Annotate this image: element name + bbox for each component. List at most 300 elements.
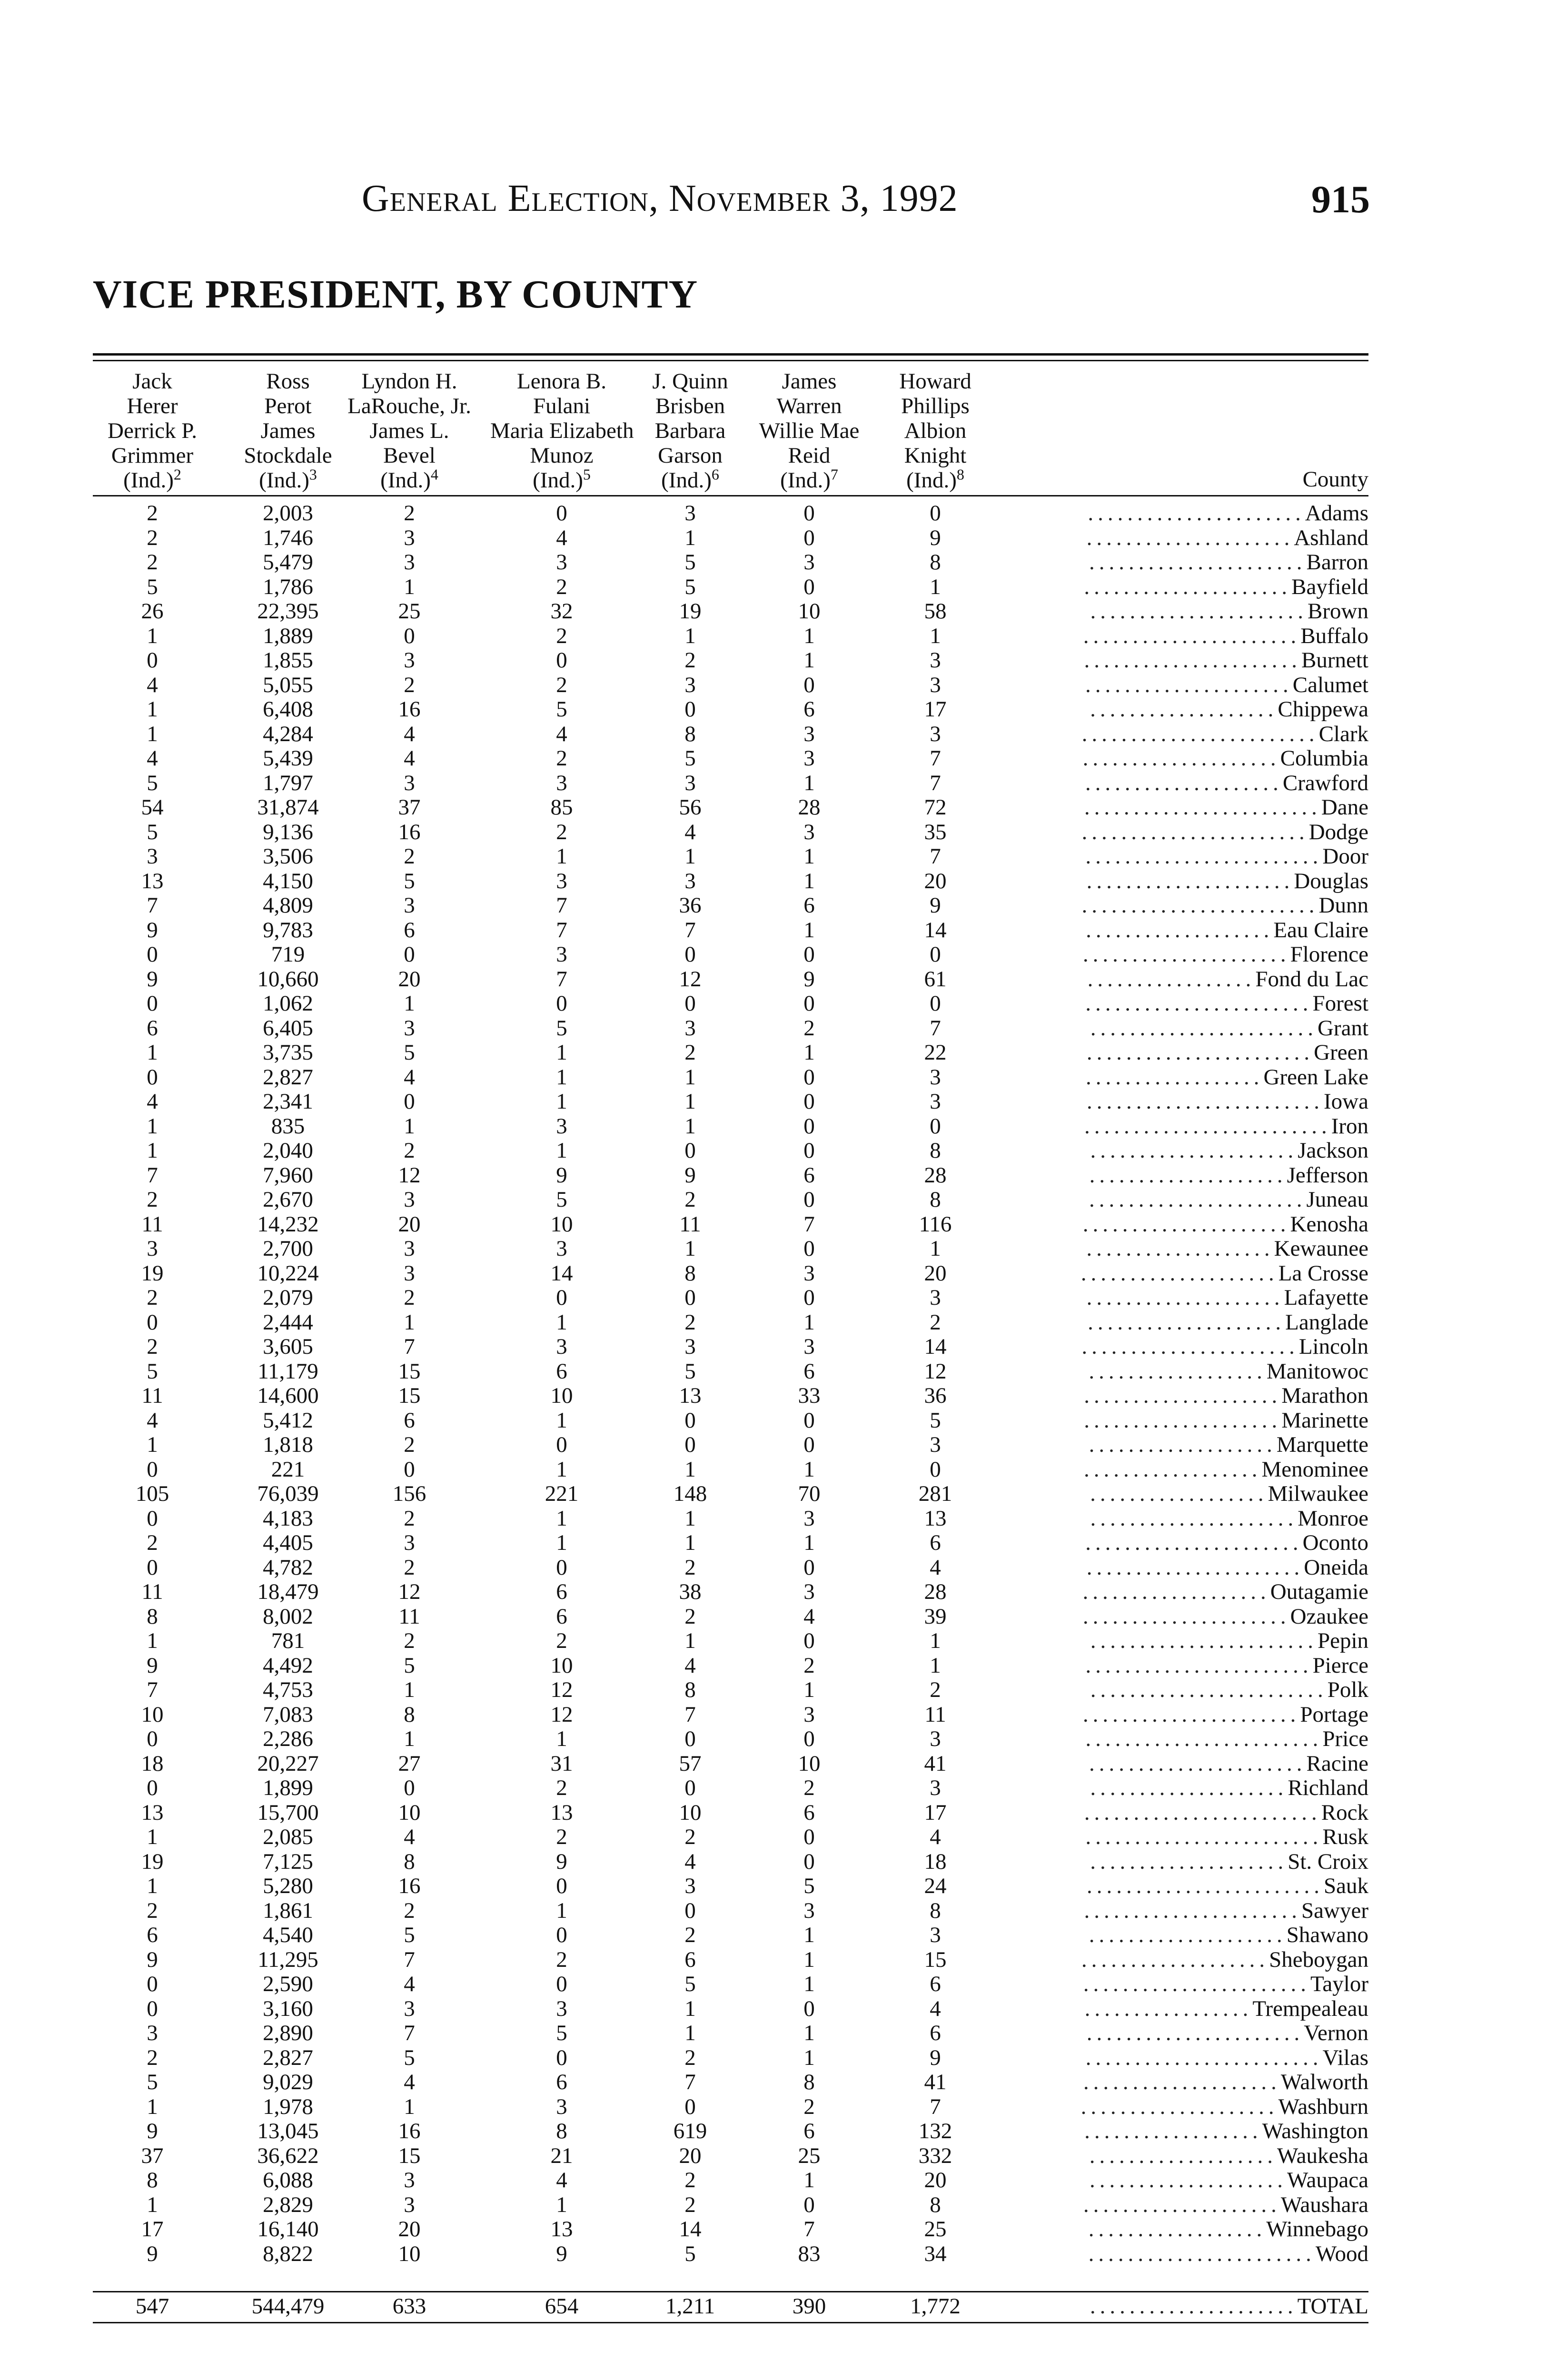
vote-count: 9 — [147, 2119, 158, 2143]
vote-count: 5 — [404, 1653, 415, 1678]
vote-count: 5 — [684, 1359, 696, 1384]
vote-count: 2,700 — [263, 1236, 313, 1261]
county-cell — [1078, 1654, 1368, 1678]
vote-count: 1,861 — [263, 1898, 313, 1923]
vote-count: 1 — [930, 1653, 941, 1678]
dot-leader: ...................... — [1082, 1702, 1300, 1727]
county-name: Langlade — [1285, 1310, 1368, 1335]
column-header-party — [490, 468, 633, 493]
vote-count: 6 — [556, 1604, 567, 1629]
county-cell — [1078, 1899, 1368, 1924]
vote-count: 4 — [556, 721, 567, 746]
table-row — [93, 1458, 1368, 1482]
vote-count: 5 — [147, 819, 158, 844]
dot-leader: ................... — [1090, 697, 1278, 722]
dot-leader: ....................... — [1088, 2241, 1316, 2266]
county-cell — [1078, 1359, 1368, 1384]
county-column-header: County — [1302, 467, 1368, 492]
dot-leader: ..................... — [1082, 1604, 1290, 1629]
county-cell — [1078, 1531, 1368, 1556]
vote-count: 2 — [404, 1506, 415, 1531]
vote-count: 3 — [803, 746, 815, 771]
county-name: Vernon — [1304, 2021, 1368, 2045]
vote-count: 36,622 — [257, 2143, 319, 2168]
vote-count: 1 — [803, 1677, 815, 1702]
county-cell — [1078, 2021, 1368, 2046]
column-header-line: James — [782, 369, 837, 394]
vote-count: 3 — [556, 2094, 567, 2119]
dot-leader: ...................... — [1089, 1751, 1307, 1776]
vote-count: 12 — [398, 1162, 421, 1188]
vote-count: 5 — [404, 1923, 415, 1947]
column-header-line: Lyndon H. — [361, 369, 457, 394]
vote-count: 2 — [556, 1947, 567, 1972]
vote-count: 3 — [556, 1113, 567, 1139]
county-cell — [1078, 2193, 1368, 2218]
county-cell — [1078, 918, 1368, 943]
vote-count: 3 — [556, 770, 567, 795]
vote-count: 6,405 — [263, 1015, 313, 1041]
vote-count: 28 — [798, 795, 821, 820]
vote-count: 3,605 — [263, 1334, 313, 1359]
dot-leader: ................... — [1086, 1237, 1274, 1261]
vote-count: 3 — [684, 770, 696, 795]
vote-count: 2 — [556, 1775, 567, 1800]
county-cell — [1078, 1972, 1368, 1997]
table-row — [93, 1384, 1368, 1408]
county-name: Rock — [1321, 1800, 1368, 1825]
vote-count: 3 — [556, 942, 567, 967]
county-cell — [1078, 1090, 1368, 1114]
vote-count: 17 — [924, 1800, 947, 1825]
vote-count: 1 — [404, 1726, 415, 1751]
vote-count: 1 — [147, 721, 158, 746]
vote-count: 10 — [398, 2241, 421, 2266]
dot-leader: ....................... — [1090, 1016, 1318, 1041]
vote-count: 4 — [147, 1089, 158, 1114]
vote-count: 5 — [684, 2241, 696, 2266]
dot-leader: ...................... — [1085, 1531, 1303, 1555]
table-row — [93, 1359, 1368, 1384]
vote-count: 14 — [924, 917, 947, 942]
vote-count: 6 — [930, 1530, 941, 1555]
county-cell — [1078, 1801, 1368, 1825]
county-name: Menominee — [1261, 1457, 1368, 1482]
vote-count: 7 — [147, 1162, 158, 1188]
vote-count: 1 — [404, 1309, 415, 1335]
county-name: Rusk — [1322, 1825, 1368, 1849]
vote-count: 7 — [147, 893, 158, 918]
vote-count: 17 — [924, 697, 947, 722]
vote-count: 0 — [684, 942, 696, 967]
vote-count: 0 — [803, 1236, 815, 1261]
vote-count: 8 — [556, 2119, 567, 2143]
table-row — [93, 1850, 1368, 1874]
vote-count: 4 — [404, 721, 415, 746]
vote-count: 10 — [550, 1653, 573, 1678]
vote-count: 3 — [684, 501, 696, 526]
dot-leader: .................... — [1082, 746, 1280, 771]
county-name: Trempealeau — [1252, 1996, 1368, 2021]
county-name: Shawano — [1286, 1923, 1368, 1947]
vote-count: 0 — [684, 1726, 696, 1751]
vote-count: 2,444 — [263, 1309, 313, 1335]
vote-count: 2 — [147, 1334, 158, 1359]
dot-leader: .................... — [1088, 1310, 1286, 1335]
vote-count: 25 — [924, 2217, 947, 2241]
county-name: Clark — [1318, 722, 1368, 746]
county-name: Washington — [1262, 2119, 1368, 2143]
county-cell — [1078, 526, 1368, 551]
table-row — [93, 1163, 1368, 1188]
vote-count: 9 — [147, 1653, 158, 1678]
vote-count: 3 — [930, 1285, 941, 1310]
vote-count: 2 — [556, 623, 567, 648]
dot-leader: .................. — [1088, 2217, 1267, 2241]
column-header-line: Garson — [658, 443, 723, 468]
vote-count: 5,439 — [263, 746, 313, 771]
vote-count: 0 — [684, 1408, 696, 1433]
vote-count: 12 — [550, 1702, 573, 1727]
vote-count: 22,395 — [257, 599, 319, 624]
vote-count: 20 — [398, 966, 421, 992]
vote-count: 3 — [404, 1236, 415, 1261]
footnote-marker: 2 — [173, 466, 181, 483]
vote-count: 0 — [803, 1628, 815, 1653]
column-header-5 — [616, 369, 764, 493]
vote-count: 0 — [684, 2094, 696, 2119]
county-cell — [1078, 1605, 1368, 1629]
table-row — [93, 1678, 1368, 1703]
county-name: Juneau — [1306, 1188, 1368, 1212]
table-row — [93, 2217, 1368, 2242]
vote-count: 1 — [684, 1064, 696, 1090]
vote-count: 36 — [924, 1383, 947, 1408]
vote-count: 7 — [803, 2217, 815, 2241]
vote-count: 2 — [684, 1825, 696, 1849]
dot-leader: .................... — [1083, 2070, 1281, 2094]
table-row — [93, 2095, 1368, 2120]
county-cell — [1078, 1139, 1368, 1163]
vote-count: 156 — [392, 1481, 426, 1506]
table-row — [93, 673, 1368, 698]
vote-count: 1 — [930, 574, 941, 599]
vote-count: 1 — [684, 1996, 696, 2021]
party-label: (Ind.) — [780, 468, 831, 493]
county-cell — [1078, 1016, 1368, 1041]
vote-count: 1 — [803, 1040, 815, 1065]
vote-count: 3 — [404, 550, 415, 575]
county-cell — [1078, 550, 1368, 575]
vote-count: 8 — [147, 2168, 158, 2192]
vote-count: 4,150 — [263, 868, 313, 893]
table-row — [93, 771, 1368, 796]
footnote-marker: 4 — [430, 466, 438, 483]
dot-leader: .................. — [1090, 1482, 1268, 1506]
county-table-body — [93, 501, 1368, 2266]
vote-count: 2,827 — [263, 2045, 313, 2070]
vote-count: 7 — [930, 1015, 941, 1041]
county-cell — [1078, 2070, 1368, 2095]
vote-count: 1 — [684, 844, 696, 869]
vote-count: 3 — [404, 1260, 415, 1286]
vote-count: 2 — [556, 672, 567, 697]
vote-count: 4 — [930, 1996, 941, 2021]
table-row — [93, 1556, 1368, 1580]
vote-count: 132 — [918, 2119, 952, 2143]
vote-count: 7 — [803, 1211, 815, 1237]
county-cell — [1078, 722, 1368, 747]
vote-count: 0 — [803, 991, 815, 1016]
vote-count: 11 — [141, 1211, 163, 1237]
county-name: Kenosha — [1290, 1212, 1368, 1237]
county-name: Brown — [1308, 599, 1368, 624]
table-row — [93, 992, 1368, 1016]
dot-leader: ........................ — [1087, 1090, 1324, 1114]
county-name: La Crosse — [1278, 1261, 1368, 1286]
vote-count: 6 — [404, 1408, 415, 1433]
county-name: Dodge — [1308, 820, 1368, 844]
vote-count: 6 — [684, 1947, 696, 1972]
vote-count: 2 — [147, 550, 158, 575]
county-cell — [1078, 1237, 1368, 1261]
vote-count: 2 — [404, 1432, 415, 1457]
column-header-7 — [864, 369, 1007, 493]
vote-count: 3 — [803, 721, 815, 746]
vote-count: 1 — [147, 1138, 158, 1163]
vote-count: 5 — [930, 1408, 941, 1433]
vote-count: 4,782 — [263, 1555, 313, 1580]
vote-count: 0 — [803, 525, 815, 550]
vote-count: 2 — [556, 574, 567, 599]
county-cell — [1078, 1458, 1368, 1482]
county-name: Sauk — [1324, 1874, 1368, 1898]
county-name: Vilas — [1322, 2045, 1368, 2070]
vote-count: 1 — [147, 1040, 158, 1065]
county-cell — [1078, 967, 1368, 992]
vote-count: 8 — [404, 1849, 415, 1874]
table-row — [93, 2021, 1368, 2046]
vote-count: 3 — [404, 1996, 415, 2021]
vote-count: 2,890 — [263, 2021, 313, 2045]
column-header-4 — [490, 369, 633, 493]
vote-count: 6 — [556, 1579, 567, 1604]
vote-count: 1 — [684, 623, 696, 648]
vote-count: 9,136 — [263, 819, 313, 844]
vote-count: 5 — [803, 1874, 815, 1898]
vote-count: 7 — [684, 1702, 696, 1727]
vote-count: 0 — [803, 1849, 815, 1874]
county-name: Eau Claire — [1273, 918, 1368, 942]
vote-count: 0 — [556, 2045, 567, 2070]
county-name: Iowa — [1324, 1090, 1368, 1114]
vote-count: 3 — [556, 1996, 567, 2021]
dot-leader: ................... — [1086, 918, 1274, 942]
vote-count: 3 — [930, 672, 941, 697]
vote-count: 0 — [404, 623, 415, 648]
vote-count: 4 — [147, 672, 158, 697]
running-head: General Election, November 3, 1992 — [362, 178, 958, 219]
vote-count: 0 — [930, 942, 941, 967]
county-name: Crawford — [1282, 771, 1368, 795]
vote-count: 24 — [924, 1874, 947, 1898]
county-cell — [1078, 501, 1368, 526]
vote-count: 13 — [141, 1800, 164, 1825]
table-row — [93, 2168, 1368, 2193]
footnote-marker: 7 — [830, 466, 838, 483]
vote-count: 3 — [404, 1530, 415, 1555]
vote-count: 3 — [684, 672, 696, 697]
vote-count: 1,855 — [263, 648, 313, 673]
vote-count: 1,786 — [263, 574, 313, 599]
table-row — [93, 1997, 1368, 2022]
county-cell — [1078, 1580, 1368, 1605]
vote-count: 2 — [684, 2045, 696, 2070]
vote-count: 3 — [803, 1334, 815, 1359]
county-cell — [1078, 942, 1368, 967]
column-header-line: Stockdale — [244, 443, 332, 468]
vote-count: 3 — [556, 868, 567, 893]
dot-leader: .................... — [1089, 1163, 1287, 1188]
vote-count: 19 — [141, 1849, 164, 1874]
county-name: Pierce — [1312, 1653, 1368, 1678]
dot-leader: ....................... — [1090, 1629, 1318, 1653]
vote-count: 0 — [556, 1285, 567, 1310]
vote-count: 0 — [803, 574, 815, 599]
county-name: Ashland — [1294, 526, 1368, 550]
vote-count: 2,670 — [263, 1187, 313, 1212]
vote-count: 3 — [930, 1089, 941, 1114]
vote-count: 41 — [924, 2070, 947, 2094]
column-header-1 — [83, 369, 221, 493]
vote-count: 1 — [147, 2192, 158, 2217]
vote-count: 8,002 — [263, 1604, 313, 1629]
county-name: Jefferson — [1287, 1163, 1368, 1188]
vote-count: 3,735 — [263, 1040, 313, 1065]
vote-count: 3 — [404, 525, 415, 550]
vote-count: 8 — [684, 1677, 696, 1702]
vote-count: 6 — [930, 1972, 941, 1996]
county-name: TOTAL — [1297, 2294, 1368, 2319]
dot-leader: ........................ — [1085, 1727, 1323, 1751]
table-row — [93, 1212, 1368, 1237]
vote-count: 0 — [556, 1874, 567, 1898]
vote-count: 22 — [924, 1040, 947, 1065]
county-name: Dane — [1321, 795, 1368, 820]
county-cell — [1078, 1286, 1368, 1310]
column-header-6 — [745, 369, 873, 493]
vote-count: 6 — [556, 2070, 567, 2094]
vote-count: 4,492 — [263, 1653, 313, 1678]
vote-count: 4 — [404, 2070, 415, 2094]
vote-count: 3 — [803, 1506, 815, 1531]
vote-count: 0 — [147, 942, 158, 967]
county-name: Dunn — [1318, 893, 1368, 918]
county-cell — [1078, 1041, 1368, 1065]
table-row — [93, 1654, 1368, 1678]
table-row — [93, 501, 1368, 526]
party-label: (Ind.) — [906, 468, 957, 493]
column-header-line: Munoz — [530, 443, 594, 468]
county-name: Jackson — [1298, 1139, 1368, 1163]
vote-count: 3 — [803, 1260, 815, 1286]
vote-count: 1 — [556, 1457, 567, 1482]
vote-count: 3 — [803, 1702, 815, 1727]
county-cell — [1078, 1629, 1368, 1654]
vote-count: 3 — [556, 1334, 567, 1359]
vote-count: 1 — [684, 1089, 696, 1114]
table-row — [93, 1899, 1368, 1924]
vote-count: 544,479 — [251, 2294, 325, 2319]
column-header-line: Maria Elizabeth — [490, 418, 634, 443]
vote-count: 1 — [556, 1898, 567, 1923]
dot-leader: .................... — [1080, 2094, 1278, 2119]
vote-count: 3 — [803, 1898, 815, 1923]
county-name: Washburn — [1278, 2094, 1368, 2119]
county-cell — [1078, 575, 1368, 600]
vote-count: 0 — [684, 697, 696, 722]
vote-count: 4 — [147, 746, 158, 771]
table-row — [93, 1605, 1368, 1629]
vote-count: 35 — [924, 819, 947, 844]
dot-leader: ................. — [1084, 1996, 1253, 2021]
dot-leader: ........................ — [1084, 1800, 1321, 1825]
vote-count: 2 — [147, 1530, 158, 1555]
county-name: Sheboygan — [1269, 1947, 1368, 1972]
vote-count: 1,062 — [263, 991, 313, 1016]
dot-leader: ................... — [1089, 2143, 1278, 2168]
vote-count: 4 — [930, 1825, 941, 1849]
county-cell — [1078, 2095, 1368, 2120]
vote-count: 1,211 — [665, 2294, 715, 2319]
vote-count: 20 — [924, 2168, 947, 2192]
county-cell — [1078, 1188, 1368, 1212]
vote-count: 12 — [924, 1359, 947, 1384]
table-row — [93, 1531, 1368, 1556]
county-name: Waupaca — [1287, 2168, 1368, 2192]
vote-count: 0 — [803, 1408, 815, 1433]
vote-count: 4,183 — [263, 1506, 313, 1531]
vote-count: 1 — [803, 2168, 815, 2192]
vote-count: 13 — [550, 1800, 573, 1825]
vote-count: 19 — [141, 1260, 164, 1286]
vote-count: 2 — [404, 1285, 415, 1310]
vote-count: 105 — [135, 1481, 169, 1506]
vote-count: 2 — [684, 1187, 696, 1212]
county-name: Columbia — [1280, 746, 1368, 771]
dot-leader: .................. — [1084, 2119, 1262, 2143]
vote-count: 10 — [398, 1800, 421, 1825]
vote-count: 18 — [141, 1751, 164, 1776]
vote-count: 547 — [135, 2294, 169, 2319]
table-row — [93, 844, 1368, 869]
vote-count: 1 — [147, 1628, 158, 1653]
county-name: Polk — [1327, 1678, 1368, 1702]
county-cell — [1078, 1703, 1368, 1727]
vote-count: 3,506 — [263, 844, 313, 869]
vote-count: 20 — [924, 1260, 947, 1286]
county-name: Waukesha — [1277, 2143, 1368, 2168]
county-name: Wood — [1315, 2241, 1368, 2266]
dot-leader: .................... — [1084, 1408, 1282, 1433]
column-header-line: LaRouche, Jr. — [347, 394, 471, 418]
county-cell — [1078, 1507, 1368, 1531]
table-row — [93, 2242, 1368, 2267]
county-cell — [1078, 1556, 1368, 1580]
vote-count: 0 — [803, 672, 815, 697]
vote-count: 9,783 — [263, 917, 313, 942]
dot-leader: ........................ — [1081, 722, 1319, 746]
